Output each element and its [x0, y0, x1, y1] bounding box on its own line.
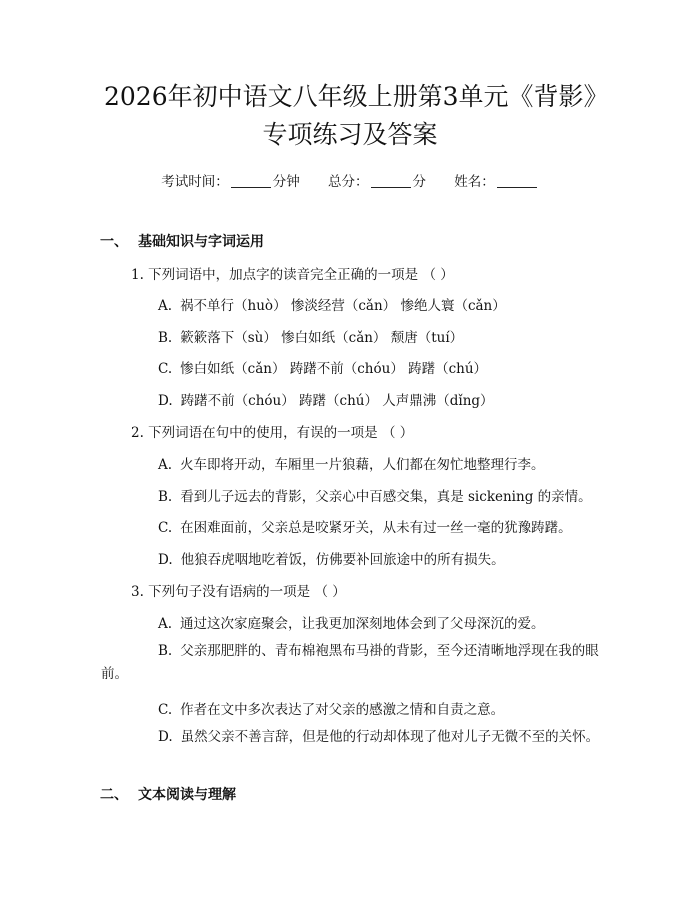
- question-option: [101, 640, 601, 686]
- question-option: [158, 698, 504, 718]
- exam-time-blank: [231, 173, 271, 188]
- question-option: [101, 726, 601, 749]
- student-name-field: [454, 174, 539, 190]
- option-label: C.: [158, 520, 173, 536]
- total-score-label: 总分：: [328, 174, 369, 190]
- option-label: D.: [158, 552, 173, 568]
- exam-time-label: 考试时间：: [161, 174, 229, 190]
- question-stem: 3. 下列句子没有语病的一项是 （ ）: [131, 584, 346, 600]
- section-heading: [100, 784, 236, 804]
- section-number: 一、: [100, 234, 128, 250]
- section-heading: [100, 231, 264, 251]
- question-option: [158, 357, 487, 377]
- question-option: [158, 548, 505, 568]
- section-number: 二、: [100, 787, 128, 803]
- question-option: [158, 294, 506, 314]
- section-title: 文本阅读与理解: [138, 787, 236, 803]
- question-option: [158, 485, 592, 505]
- page-title: 2026年初中语文八年级上册第3单元《背影》专项练习及答案: [103, 82, 597, 149]
- option-text: 通过这次家庭聚会，让我更加深刻地体会到了父母深沉的爱。: [180, 616, 545, 632]
- option-label: A.: [158, 457, 173, 473]
- question-option: [158, 516, 572, 536]
- student-name-blank: [497, 173, 537, 188]
- option-label: C.: [158, 361, 173, 377]
- option-text: 火车即将开动，车厢里一片狼藉，人们都在匆忙地整理行李。: [180, 457, 545, 473]
- total-score-unit: 分: [412, 174, 426, 190]
- question-option: [158, 453, 545, 473]
- option-text: 祸不单行（huò） 惨淡经营（cǎn） 惨绝人寰（cǎn）: [180, 298, 506, 314]
- option-label: C.: [158, 702, 173, 718]
- exam-info: [0, 170, 700, 190]
- option-label: A.: [158, 616, 173, 632]
- section-title: 基础知识与字词运用: [138, 234, 264, 250]
- option-label: B.: [158, 643, 173, 659]
- option-label: B.: [158, 330, 173, 346]
- exam-time-unit: 分钟: [272, 174, 300, 190]
- option-label: D.: [158, 729, 173, 745]
- question-option: [158, 389, 494, 409]
- option-text: 看到儿子远去的背影，父亲心中百感交集，真是 sickening 的亲情。: [180, 489, 592, 505]
- question-option: [158, 326, 463, 346]
- option-text: 惨白如纸（cǎn） 踌躇不前（chóu） 踌躇（chú）: [180, 361, 488, 377]
- question-stem: 1. 下列词语中，加点字的读音完全正确的一项是 （ ）: [131, 267, 454, 283]
- total-score-field: [328, 174, 430, 190]
- option-text: 父亲那肥胖的、青布棉袍黑布马褂的背影，至今还清晰地浮现在我的眼前。: [101, 643, 599, 682]
- option-text: 虽然父亲不善言辞，但是他的行动却体现了他对儿子无微不至的关怀。: [180, 729, 600, 745]
- question-stem: 2. 下列词语在句中的使用，有误的一项是 （ ）: [131, 425, 414, 441]
- option-label: A.: [158, 298, 173, 314]
- option-text: 他狼吞虎咽地吃着饭，仿佛要补回旅途中的所有损失。: [180, 552, 505, 568]
- question-option: [158, 612, 545, 632]
- option-text: 踌躇不前（chóu） 踌躇（chú） 人声鼎沸（dǐng）: [180, 393, 494, 409]
- exam-time-field: [161, 174, 304, 190]
- option-text: 在困难面前，父亲总是咬紧牙关，从未有过一丝一毫的犹豫踌躇。: [180, 520, 572, 536]
- option-label: B.: [158, 489, 173, 505]
- student-name-label: 姓名：: [454, 174, 495, 190]
- option-label: D.: [158, 393, 173, 409]
- option-text: 簌簌落下（sù） 惨白如纸（cǎn） 颓唐（tuí）: [180, 330, 464, 346]
- option-text: 作者在文中多次表达了对父亲的感激之情和自责之意。: [180, 702, 505, 718]
- total-score-blank: [371, 173, 411, 188]
